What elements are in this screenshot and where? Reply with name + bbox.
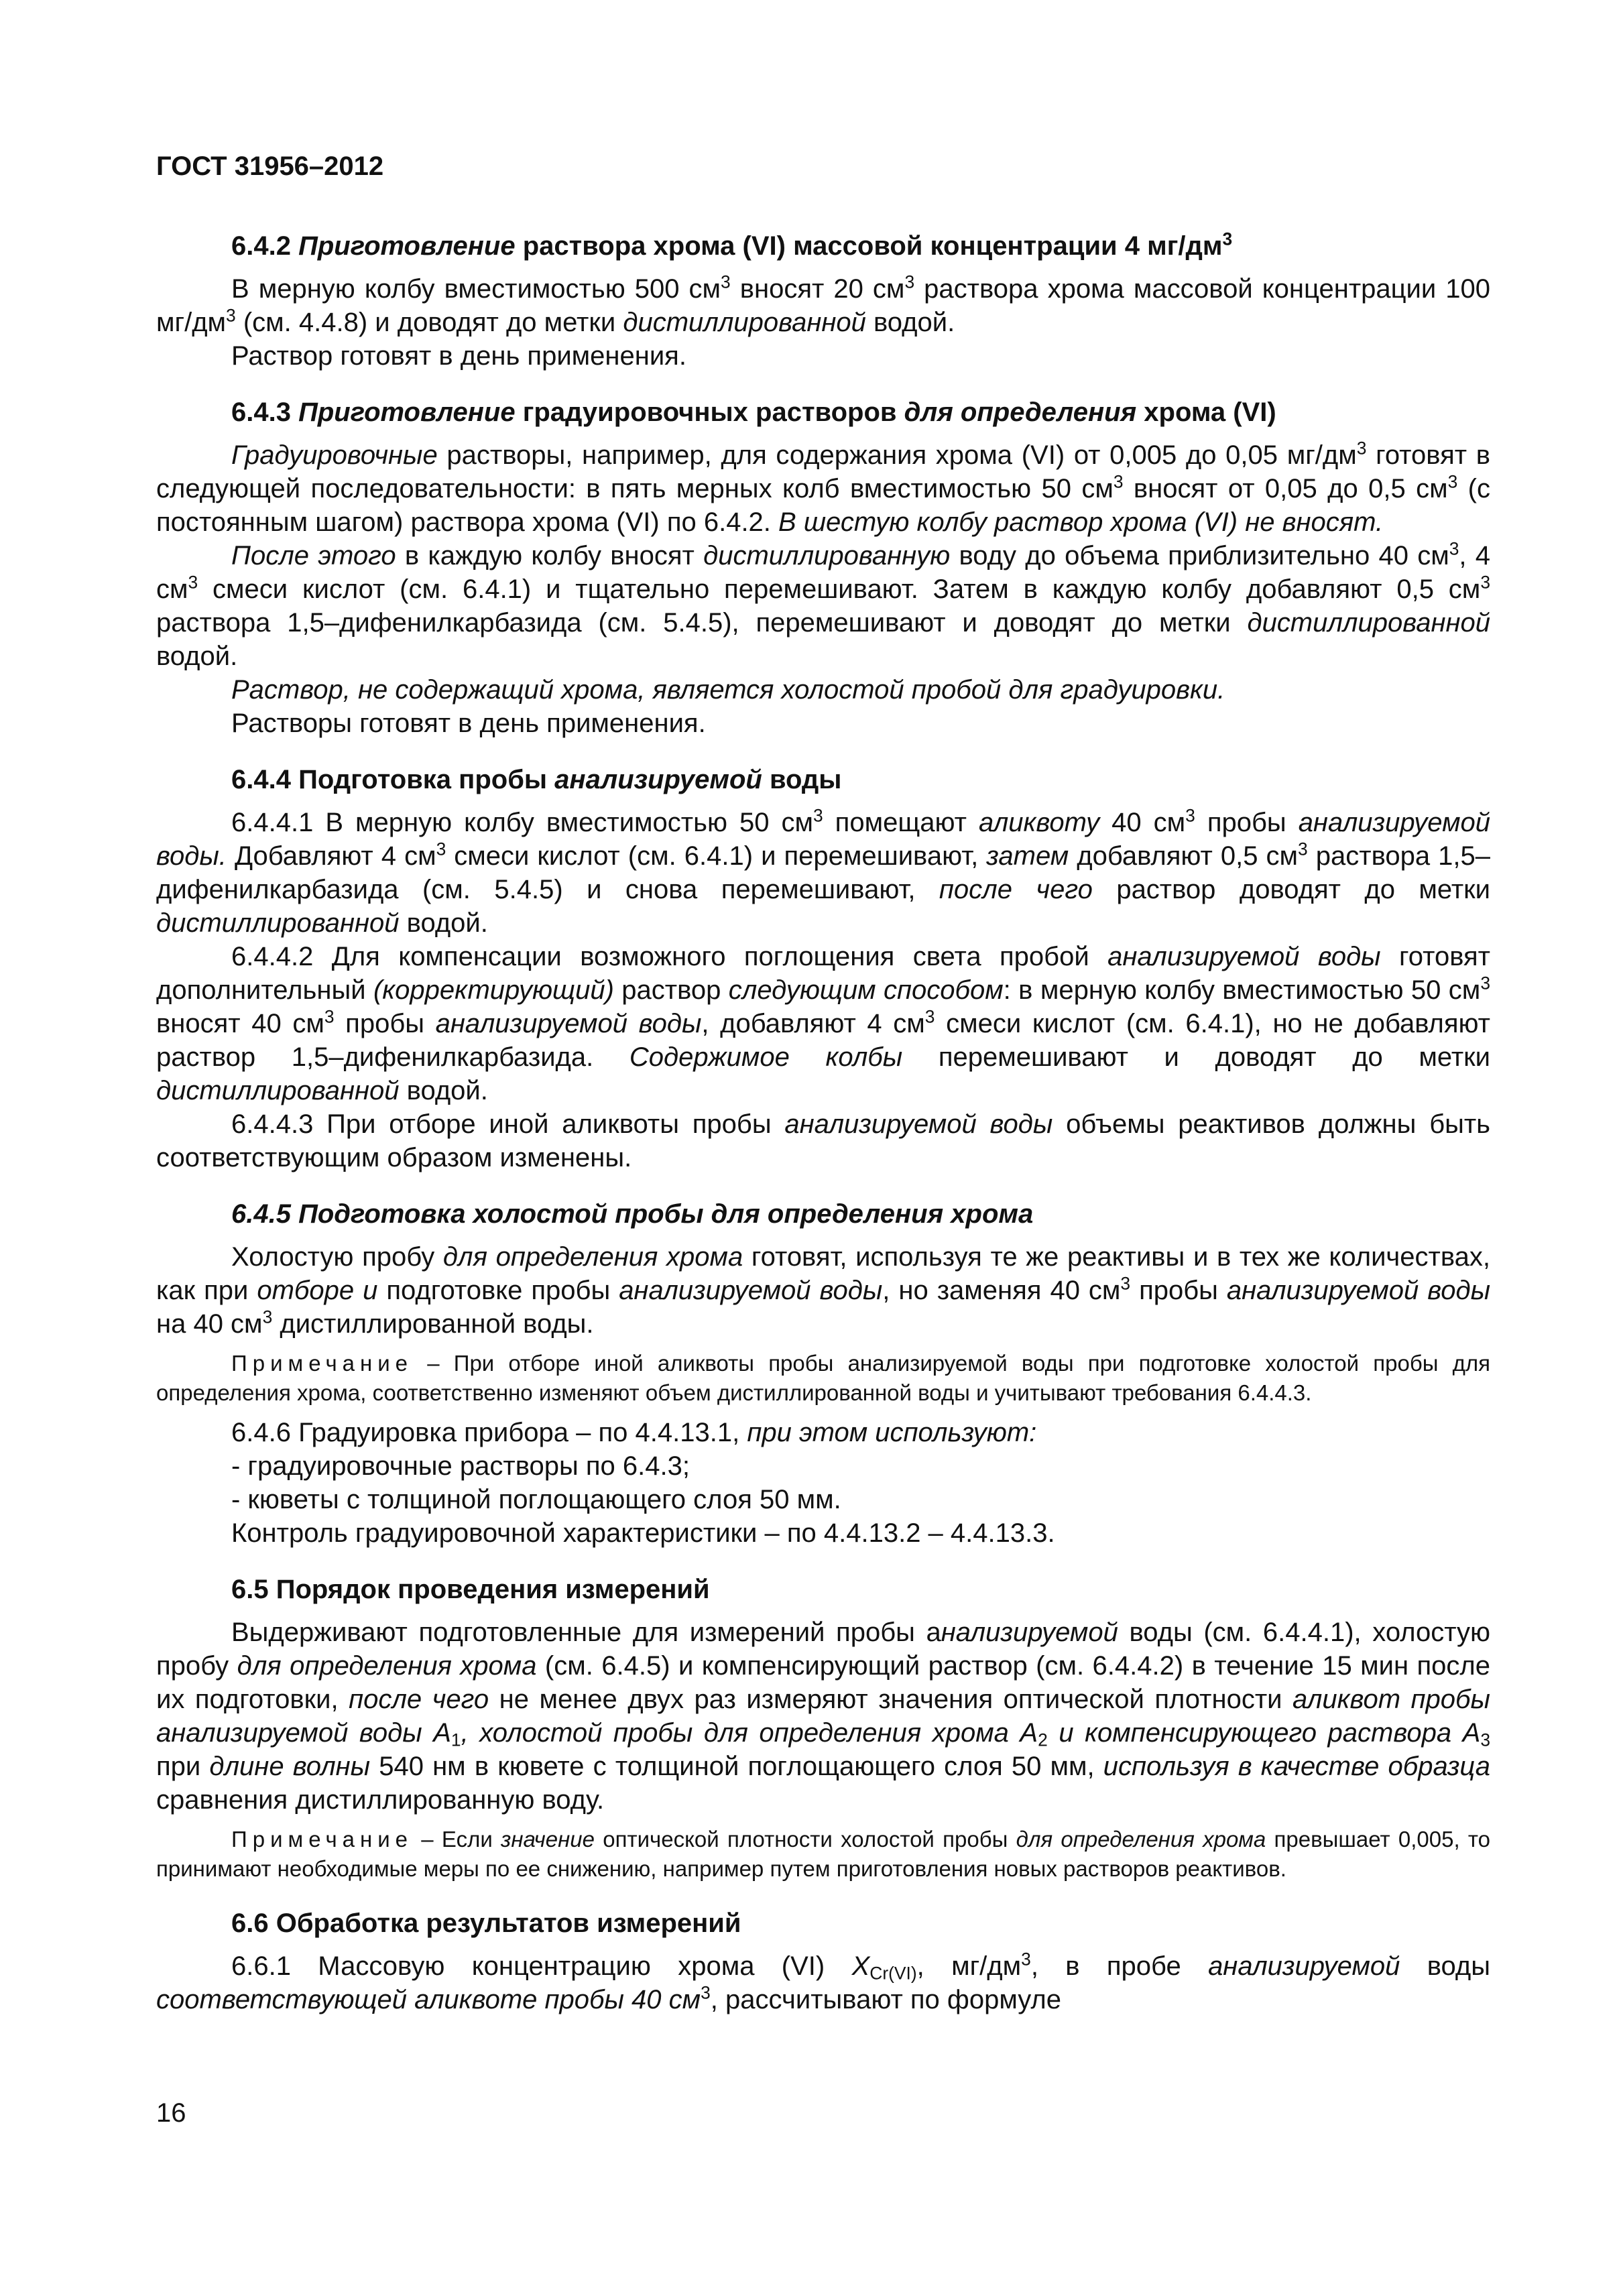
section-heading-6-4-5: 6.4.5 Подготовка холостой пробы для определения хрома [231,1199,1034,1229]
paragraph: 6.6.1 Массовую концентрацию хрома (VI) $X_{Cr(VI)}$, $мг/дм^3$, в пробе анализируемой воды соответствующей аликвоте пробы 40 $см^3$, рассчитывают по формуле [156,1949,1490,2014]
paragraph: Градуировочные растворы, например, для содержания хрома (VI) от 0,005 до 0,05 $мг/дм^3$ готовят в следующей последовательности: в пять мерных колб вместимостью 50 $см^3$ вносят от 0,05 до 0,5 $см^3$ (с постоянным шагом) раствора хрома (VI) по 6.4.2. В шестую колбу раствор хрома (VI) не вносят. [156,438,1490,537]
superscript: 3 [1222,229,1233,249]
section-number: 6.4.2 [231,231,291,261]
note-label: Примечание [231,1351,414,1376]
paragraph: Холостую пробу для определения хрома готовят, используя те же реактивы и в тех же количествах, как при отборе и подготовке пробы анализируемой воды, но заменяя 40 $см^3$ пробы анализируемой воды на 40 $см^3$ дистиллированной воды. [156,1242,1491,1339]
heading-text: раствора хрома (VI) массовой концентрации 4 мг/дм [522,231,1223,261]
paragraph: 6.4.4.1 В мерную колбу вместимостью 50 $см^3$ помещают аликвоту 40 $см^3$ пробы анализируемой воды. Добавляют 4 $см^3$ смеси кислот (см. 6.4.1) и перемешивают, затем добавляют 0,5 $см^3$ раствора 1,5–дифенилкарбазида (см. 5.4.5) и снова перемешивают, после чего раствор доводят до метки дистиллированной водой. [156,805,1491,938]
section-heading-6-4-2 [156,229,1490,263]
paragraph: В мерную колбу вместимостью 500 $см^3$ вносят 20 $см^3$ раствора хрома массовой концентрации 100 $мг/дм^3$ (см. 4.4.8) и доводят до метки дистиллированной водой. [156,271,1491,337]
paragraph: Растворы готовят в день применения. [231,709,706,738]
list-item: - градуировочные растворы по 6.4.3; [231,1451,690,1481]
paragraph: Раствор, не содержащий хрома, является холостой пробой для градуировки. [231,675,1225,705]
paragraph: Контроль градуировочной характеристики – по 4.4.13.2 – 4.4.13.3. [231,1518,1055,1548]
list-item: - кюветы с толщиной поглощающего слоя 50 мм. [231,1485,841,1514]
note: Примечание – При отборе иной аликвоты пробы анализируемой воды при подготовке холостой пробы для определения хрома, соответственно изменяют объем дистиллированной воды и учитывают требования 6.4.4.3. [156,1351,1490,1405]
page-number: 16 [156,2098,186,2128]
document-page [156,150,1490,2016]
section-heading-6-4-3: 6.4.3 Приготовление градуировочных растворов для определения хрома (VI) [231,398,1276,427]
document-header: ГОСТ 31956–2012 [156,152,384,181]
paragraph: Раствор готовят в день применения. [231,341,686,371]
section-heading-6-6: 6.6 Обработка результатов измерений [231,1909,741,1938]
heading-italic: Приготовление [298,231,516,261]
section-heading-6-4-4: 6.4.4 Подготовка пробы анализируемой воды [231,765,842,794]
note-label: Примечание [231,1827,414,1852]
note: Примечание – Если значение оптической плотности холостой пробы для определения хрома превышает 0,005, то принимают необходимые меры по ее снижению, например путем приготовления новых растворов реактивов. [156,1827,1490,1881]
section-heading-6-5: 6.5 Порядок проведения измерений [231,1575,710,1604]
paragraph: 6.4.4.2 Для компенсации возможного поглощения света пробой анализируемой воды готовят дополнительный (корректирующий) раствор следующим способом: в мерную колбу вместимостью 50 $см^3$ вносят 40 $см^3$ пробы анализируемой воды, добавляют 4 $см^3$ смеси кислот (см. 6.4.1), но не добавляют раствор 1,5–дифенилкарбазида. Содержимое колбы перемешивают и доводят до метки дистиллированной водой. [156,942,1491,1105]
paragraph: 6.4.6 Градуировка прибора – по 4.4.13.1, при этом используют: [231,1418,1037,1447]
paragraph: После этого в каждую колбу вносят дистиллированную воду до объема приблизительно 40 $см^3$, 4 $см^3$ смеси кислот (см. 6.4.1) и тщательно перемешивают. Затем в каждую колбу добавляют 0,5 $см^3$ раствора 1,5–дифенилкарбазида (см. 5.4.5), перемешивают и доводят до метки дистиллированной водой. [156,538,1491,671]
paragraph: 6.4.4.3 При отборе иной аликвоты пробы анализируемой воды объемы реактивов должны быть соответствующим образом изменены. [156,1109,1491,1172]
paragraph: Выдерживают подготовленные для измерений пробы анализируемой воды (см. 6.4.4.1), холостую пробу для определения хрома (см. 6.4.5) и компенсирующий раствор (см. 6.4.4.2) в течение 15 мин после их подготовки, после чего не менее двух раз измеряют значения оптической плотности аликвот пробы анализируемой воды $A_1$, холостой пробы для определения хрома $A_2$ и компенсирующего раствора $A_3$ при длине волны 540 нм в кювете с толщиной поглощающего слоя 50 мм, используя в качестве образца сравнения дистиллированную воду. [156,1618,1491,1815]
